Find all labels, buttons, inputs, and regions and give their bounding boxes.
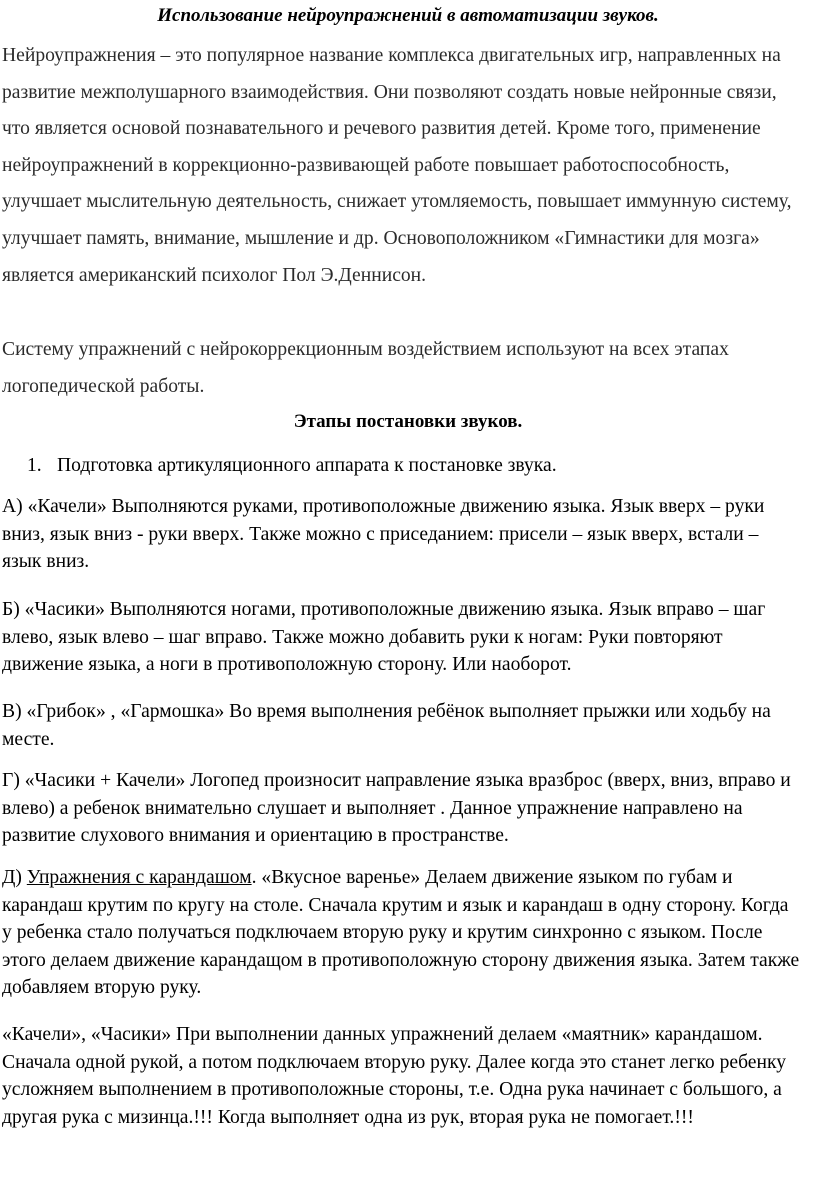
paragraph-d-underlined-phrase: Упражнения с карандашом bbox=[26, 867, 252, 888]
document-title: Использование нейроупражнений в автоматизации звуков. bbox=[157, 5, 659, 26]
paragraph-g: Г) «Часики + Качели» Логопед произносит направление языка вразброс (вверх, вниз, вправо и влево) а ребенок внимательно слушает и выполняет . Данное упражнение направлено на развитие слухового внимания и ориентацию в пространстве. bbox=[2, 770, 791, 846]
paragraph-d-prefix: Д) bbox=[2, 867, 27, 888]
system-paragraph: Систему упражнений с нейрокоррекционным воздействием используют на всех этапах логопедической работы. bbox=[2, 339, 729, 397]
list-item bbox=[27, 452, 557, 480]
paragraph-a: А) «Качели» Выполняются руками, противоположные движению языка. Язык вверх – руки вниз, язык вниз - руки вверх. Также можно с приседанием: присели – язык вверх, встали – язык вниз. bbox=[2, 496, 765, 572]
intro-paragraph: Нейроупражнения – это популярное название комплекса двигательных игр, направленных на развитие межполушарного взаимодействия. Они позволяют создать новые нейронные связи, что является основой познавательного и речевого развития детей. Кроме того, применение нейроупражнений в коррекционно-развивающей работе повышает работоспособность, улучшает мыслительную деятельность, снижает утомляемость, повышает иммунную систему, улучшает память, внимание, мышление и др. Основоположником «Гимнастики для мозга» является американский психолог Пол Э.Деннисон. bbox=[2, 45, 792, 286]
section-heading: Этапы постановки звуков. bbox=[293, 411, 523, 432]
list-item-number: 1. bbox=[27, 455, 42, 476]
paragraph-final: «Качели», «Часики» При выполнении данных упражнений делаем «маятник» карандашом. Сначала одной рукой, а потом подключаем вторую руку. Далее когда это станет легко ребенку усложняем выполнением в противоположные стороны, т.е. Одна рука начинает с большого, а другая рука с мизинца.!!! Когда выполняет одна из рук, вторая рука не помогает.!!! bbox=[2, 1024, 787, 1128]
paragraph-d-rest: . «Вкусное варенье» Делаем движение языком по губам и карандаш крутим по кругу на столе. Сначала крутим и язык и карандаш в одну сторону. Когда у ребенка стало получаться подключаем вторую руку и крутим синхронно с языком. После этого делаем движение карандащом в противоположную сторону движения языка. Затем также добавляем вторую руку. bbox=[2, 867, 800, 998]
paragraph-b: Б) «Часики» Выполняются ногами, противоположные движению языка. Язык вправо – шаг влево, язык влево – шаг вправо. Также можно добавить руки к ногам: Руки повторяют движение языка, а ноги в противоположную сторону. Или наоборот. bbox=[2, 599, 766, 675]
list-item-text: Подготовка артикуляционного аппарата к постановке звука. bbox=[57, 455, 557, 476]
paragraph-d bbox=[2, 864, 802, 1002]
paragraph-v: В) «Грибок» , «Гармошка» Во время выполнения ребёнок выполняет прыжки или ходьбу на месте. bbox=[2, 701, 771, 750]
